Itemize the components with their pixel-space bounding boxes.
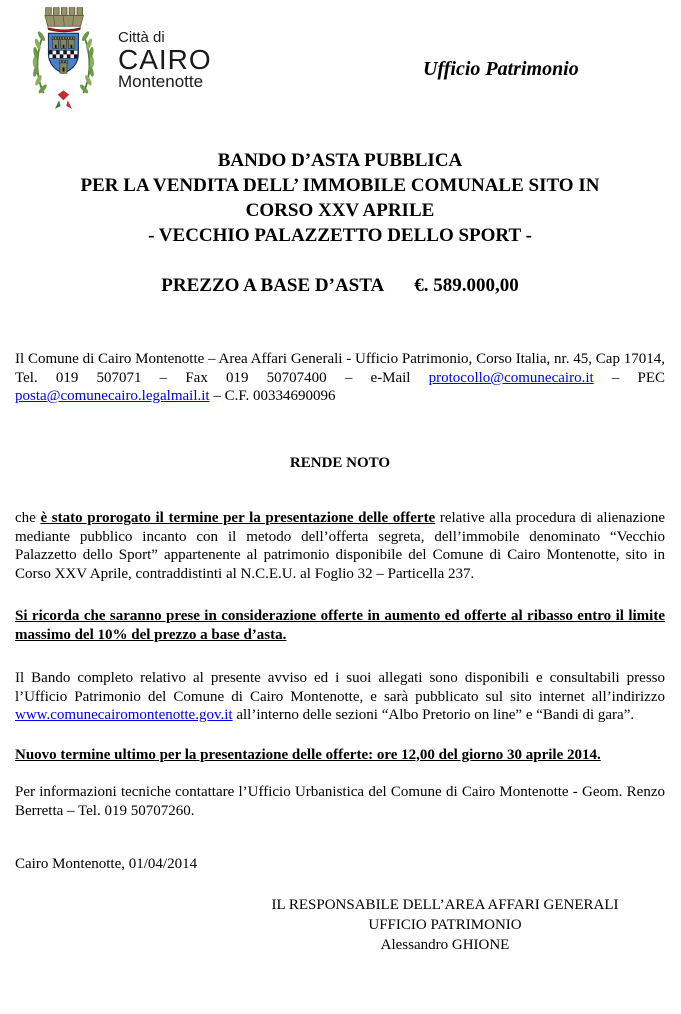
- base-price-value: €. 589.000,00: [414, 275, 519, 296]
- shield: [48, 33, 78, 73]
- intro-text-2: – PEC: [593, 369, 665, 386]
- office-title: Ufficio Patrimonio: [423, 58, 579, 80]
- title-line-4: - VECCHIO PALAZZETTO DELLO SPORT -: [148, 225, 532, 246]
- mural-crown: [45, 8, 83, 32]
- document-header: [0, 0, 681, 132]
- proroga-text-1: che: [15, 510, 41, 526]
- bando-text-1: Il Bando completo relativo al presente avviso ed i suoi allegati sono disponibili e consultabili presso l’Ufficio Patrimonio del Comune di Cairo Montenotte, e sarà pubblicato sul sito internet all’indirizzo: [15, 670, 665, 705]
- signature-block: [240, 895, 650, 955]
- title-line-3: CORSO XXV APRILE: [245, 200, 435, 221]
- city-crest-logo: [26, 2, 98, 116]
- logo-city-prefix: Città di: [118, 29, 165, 46]
- email-link-pec[interactable]: posta@comunecairo.legalmail.it: [15, 388, 210, 404]
- signature-office-line: UFFICIO PATRIMONIO: [368, 916, 522, 933]
- proroga-emphasis: è stato prorogato il termine per la presentazione delle offerte: [40, 510, 436, 526]
- website-link[interactable]: www.comunecairomontenotte.gov.it: [15, 707, 233, 723]
- logo-text-block: [118, 30, 212, 91]
- rende-noto-heading: RENDE NOTO: [289, 454, 391, 471]
- proroga-text-2: relative alla procedura di alienazione mediante pubblico incanto con il metodo dell’offerta segreta, dell’immobile denominato “Vecchio Palazzetto dello Sport” appartenente al patrimonio disponibile del Comune di Cairo Montenotte, sito in Corso XXV Aprile, contraddistinti al N.C.E.U. al Foglio 32 – Particella 237.: [15, 510, 665, 582]
- paragraph-proroga: [15, 509, 665, 583]
- signature-role-line: IL RESPONSABILE DELL’AREA AFFARI GENERALI: [271, 896, 619, 913]
- checkered-band: [49, 50, 78, 58]
- date-place-line: Cairo Montenotte, 01/04/2014: [15, 856, 198, 872]
- paragraph-bando-completo: [15, 669, 665, 725]
- base-price-line: [15, 273, 665, 298]
- document-body: [0, 148, 681, 955]
- paragraph-info-tecniche: Per informazioni tecniche contattare l’Ufficio Urbanistica del Comune di Cairo Montenotte - Geom. Renzo Berretta – Tel. 019 50707260.: [15, 784, 665, 819]
- email-link-protocollo[interactable]: protocollo@comunecairo.it: [428, 369, 594, 386]
- base-price-label: PREZZO A BASE D’ASTA: [161, 275, 385, 296]
- logo-city-suffix: Montenotte: [118, 72, 204, 91]
- intro-paragraph: [15, 350, 665, 406]
- document-title: [15, 148, 665, 248]
- title-line-1: BANDO D’ASTA PUBBLICA: [217, 150, 463, 171]
- intro-text-3: – C.F. 00334690096: [209, 388, 336, 404]
- paragraph-ricorda: Si ricorda che saranno prese in considerazione offerte in aumento ed offerte al ribasso entro il limite massimo del 10% del prezzo a base d’asta.: [15, 608, 665, 643]
- title-line-2: PER LA VENDITA DELL’ IMMOBILE COMUNALE SITO IN: [80, 175, 600, 196]
- bando-text-2: all’interno delle sezioni “Albo Pretorio on line” e “Bandi di gara”.: [232, 707, 635, 723]
- intro-text-1: Il Comune di Cairo Montenotte – Area Affari Generali - Ufficio Patrimonio, Corso Italia, nr. 45, Cap 17014, Tel. 019 507071 – Fax 019 50707400 – e-Mail: [15, 351, 665, 386]
- paragraph-nuovo-termine: Nuovo termine ultimo per la presentazione delle offerte: ore 12,00 del giorno 30 aprile 2014.: [15, 746, 601, 763]
- logo-city-name: CAIRO: [118, 44, 212, 75]
- signature-name: Alessandro GHIONE: [380, 936, 510, 953]
